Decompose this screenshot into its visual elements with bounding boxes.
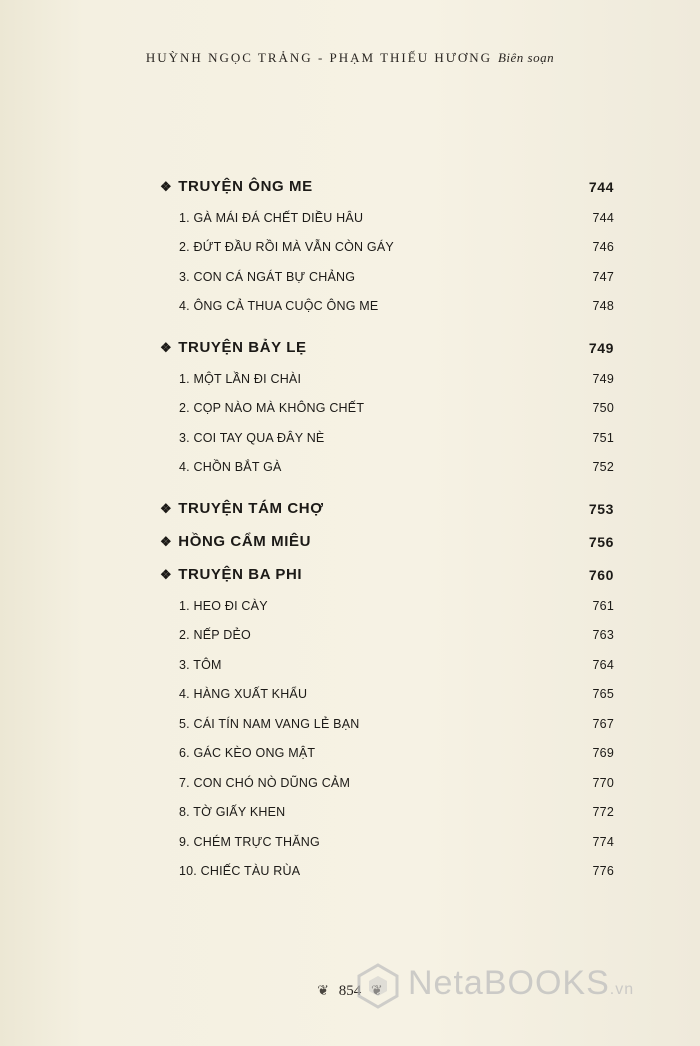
- toc-title-text: 6. GÁC KÈO ONG MẬT: [179, 746, 316, 761]
- table-of-contents: [160, 170, 614, 886]
- toc-item-row: [160, 394, 614, 424]
- toc-entry-title: [160, 178, 313, 195]
- toc-page-number: 744: [588, 178, 614, 195]
- watermark-suffix: .vn: [609, 981, 635, 998]
- toc-section-row: [160, 558, 614, 591]
- toc-entry-title: [179, 460, 282, 474]
- toc-entry-title: [179, 372, 301, 386]
- toc-entry-title: [160, 500, 324, 517]
- toc-entry-title: [179, 687, 307, 701]
- diamond-bullet-icon: ❖: [160, 567, 173, 582]
- toc-title-text: 2. ĐỨT ĐẦU RỒI MÀ VẪN CÒN GÁY: [179, 240, 394, 255]
- toc-item-row: [160, 857, 614, 887]
- header-authors: HUỲNH NGỌC TRẢNG - PHẠM THIẾU HƯƠNG: [145, 50, 492, 65]
- toc-title-text: 9. CHÉM TRỰC THĂNG: [179, 834, 320, 849]
- toc-entry-title: [179, 431, 324, 445]
- toc-page-number: 767: [592, 716, 614, 731]
- toc-title-text: 5. CÁI TÍN NAM VANG LẺ BẠN: [179, 716, 360, 731]
- toc-page-number: 774: [592, 834, 614, 849]
- toc-page-number: 770: [592, 775, 614, 790]
- toc-entry-title: [179, 401, 364, 415]
- watermark: [356, 964, 634, 1003]
- toc-title-text: 4. ÔNG CẢ THUA CUỘC ÔNG ME: [179, 299, 379, 314]
- toc-page-number: 748: [592, 299, 614, 314]
- toc-entry-title: [160, 339, 307, 356]
- toc-section-row: [160, 492, 614, 525]
- toc-title-text: 3. COI TAY QUA ĐÂY NÈ: [179, 430, 325, 445]
- toc-entry-title: [179, 746, 315, 760]
- ornament-left-icon: ❦: [317, 984, 329, 999]
- toc-page-number: 749: [592, 371, 614, 386]
- toc-entry-title: [179, 717, 359, 731]
- toc-entry-title: [179, 270, 355, 284]
- toc-entry-title: [179, 240, 394, 254]
- toc-title-text: 2. NẾP DẺO: [179, 628, 251, 643]
- running-header: [0, 50, 700, 66]
- toc-entry-title: [179, 211, 363, 225]
- toc-page-number: 749: [588, 339, 614, 356]
- toc-title-text: 1. MỘT LẦN ĐI CHÀI: [179, 371, 302, 386]
- toc-item-row: [160, 739, 614, 769]
- toc-item-row: [160, 680, 614, 710]
- diamond-bullet-icon: ❖: [160, 534, 173, 549]
- toc-entry-title: [160, 533, 311, 550]
- toc-page-number: 753: [588, 500, 614, 517]
- toc-item-row: [160, 423, 614, 453]
- toc-entry-title: [160, 566, 302, 583]
- toc-entry-title: [179, 864, 300, 878]
- toc-title-text: TRUYỆN BA PHI: [178, 566, 303, 583]
- toc-entry-title: [179, 658, 222, 672]
- diamond-bullet-icon: ❖: [160, 501, 173, 516]
- section-gap: [160, 321, 614, 331]
- toc-title-text: HỒNG CẨM MIÊU: [178, 533, 312, 550]
- toc-item-row: [160, 650, 614, 680]
- toc-item-row: [160, 203, 614, 233]
- toc-page-number: 776: [592, 864, 614, 879]
- toc-section-row: [160, 170, 614, 203]
- toc-title-text: 1. GÀ MÁI ĐÁ CHẾT DIỀU HÂU: [179, 210, 364, 225]
- toc-entry-title: [179, 805, 285, 819]
- toc-title-text: TRUYỆN BẢY LẸ: [178, 339, 307, 356]
- toc-title-text: 7. CON CHÓ NÒ DŨNG CẢM: [179, 775, 351, 790]
- toc-entry-title: [179, 776, 350, 790]
- section-gap: [160, 482, 614, 492]
- toc-entry-title: [179, 835, 320, 849]
- toc-item-row: [160, 262, 614, 292]
- toc-page-number: 750: [592, 401, 614, 416]
- toc-page-number: 746: [592, 240, 614, 255]
- toc-page-number: 763: [592, 628, 614, 643]
- toc-page-number: 765: [592, 687, 614, 702]
- toc-page-number: 761: [592, 598, 614, 613]
- toc-title-text: 3. TÔM: [179, 657, 222, 672]
- toc-title-text: TRUYỆN ÔNG ME: [178, 178, 313, 195]
- diamond-bullet-icon: ❖: [160, 340, 173, 355]
- toc-page-number: 772: [592, 805, 614, 820]
- toc-item-row: [160, 768, 614, 798]
- toc-title-text: 2. CỌP NÀO MÀ KHÔNG CHẾT: [179, 401, 365, 416]
- diamond-bullet-icon: ❖: [160, 179, 173, 194]
- toc-page-number: 744: [592, 210, 614, 225]
- toc-entry-title: [179, 628, 251, 642]
- toc-title-text: 8. TỜ GIẤY KHEN: [179, 805, 286, 820]
- toc-item-row: [160, 591, 614, 621]
- page-number: 854: [338, 983, 362, 999]
- toc-page-number: 760: [588, 566, 614, 583]
- toc-title-text: 1. HEO ĐI CÀY: [179, 598, 268, 613]
- watermark-brand: NetaBOOKS: [408, 964, 610, 1002]
- toc-page-number: 769: [592, 746, 614, 761]
- toc-title-text: TRUYỆN TÁM CHỢ: [178, 500, 324, 517]
- toc-item-row: [160, 364, 614, 394]
- toc-page-number: 752: [592, 460, 614, 475]
- toc-item-row: [160, 709, 614, 739]
- toc-item-row: [160, 827, 614, 857]
- toc-page-number: 747: [592, 269, 614, 284]
- toc-item-row: [160, 453, 614, 483]
- toc-entry-title: [179, 299, 378, 313]
- toc-section-row: [160, 331, 614, 364]
- toc-title-text: 4. HÀNG XUẤT KHẨU: [179, 687, 308, 702]
- toc-item-row: [160, 292, 614, 322]
- toc-section-row: [160, 525, 614, 558]
- toc-title-text: 4. CHỒN BẮT GÀ: [179, 460, 282, 475]
- toc-page-number: 751: [592, 430, 614, 445]
- toc-title-text: 10. CHIẾC TÀU RÙA: [179, 864, 301, 879]
- toc-page-number: 756: [588, 533, 614, 550]
- toc-item-row: [160, 621, 614, 651]
- header-role: Biên soạn: [497, 50, 555, 65]
- toc-item-row: [160, 233, 614, 263]
- toc-title-text: 3. CON CÁ NGÁT BỰ CHẢNG: [179, 269, 356, 284]
- toc-entry-title: [179, 599, 268, 613]
- toc-page-number: 764: [592, 657, 614, 672]
- toc-item-row: [160, 798, 614, 828]
